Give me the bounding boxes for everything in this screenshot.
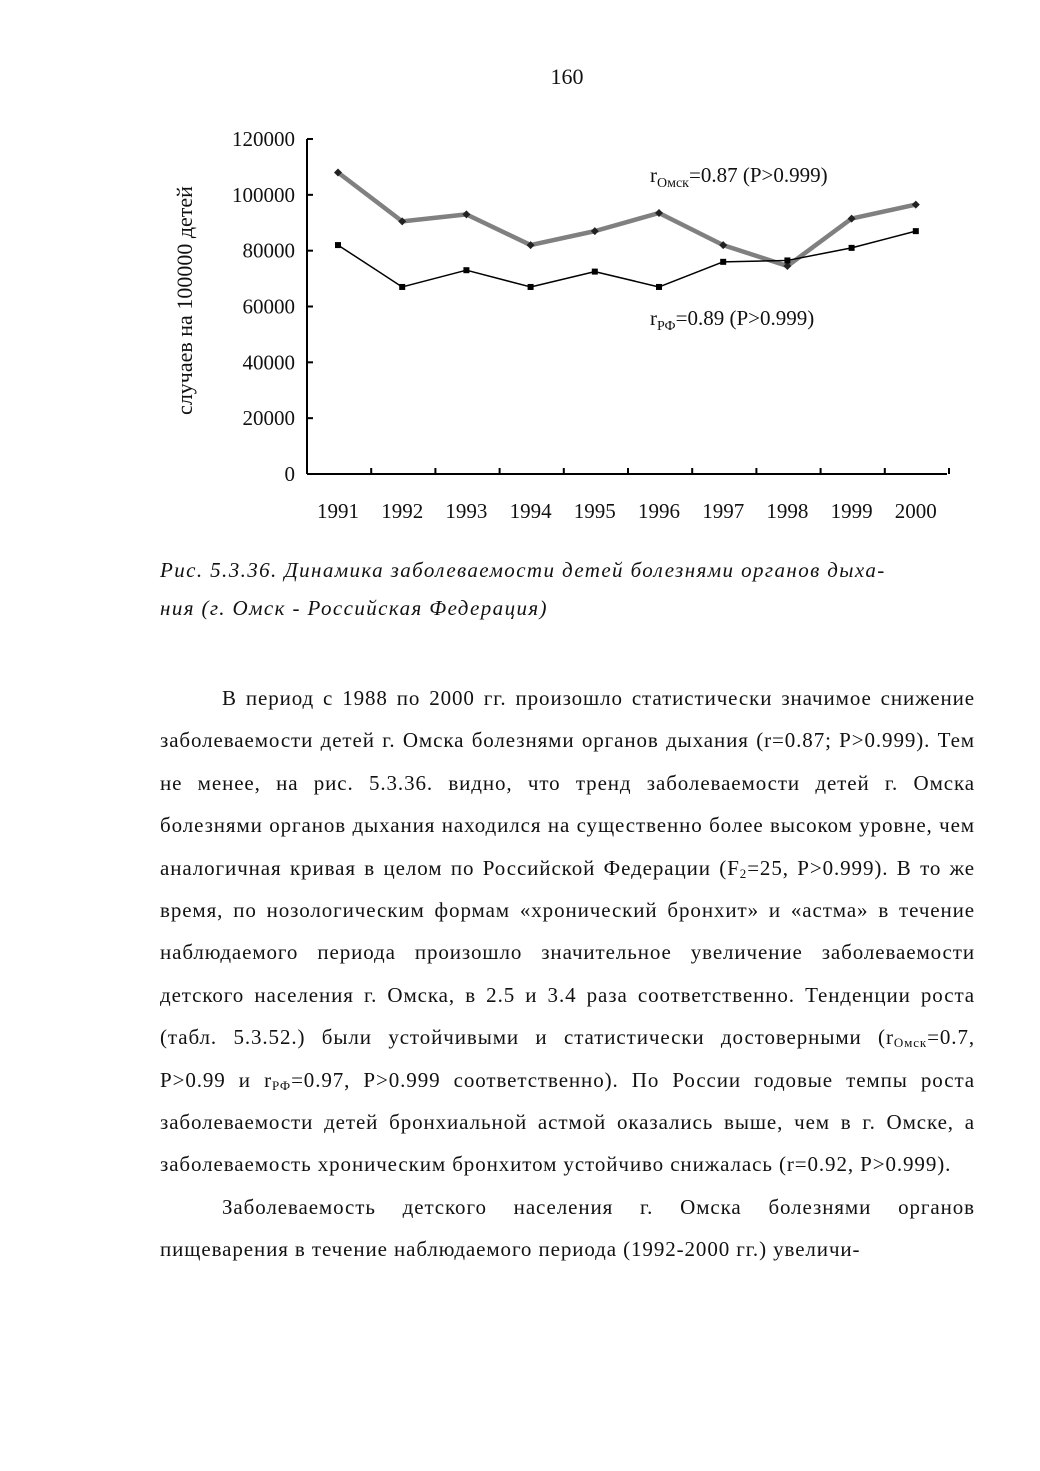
x-tick-label: 1999 — [830, 499, 873, 523]
caption-line-1: Рис. 5.3.36. Динамика заболеваемости детей болезнями органов дыха- — [160, 558, 886, 582]
y-axis-label: случаев на 100000 детей — [172, 186, 197, 415]
x-tick-label: 1993 — [445, 499, 488, 523]
body-text — [160, 677, 975, 1271]
caption-line-2: ния (г. Омск - Российская Федерация) — [160, 596, 548, 620]
paragraph-1 — [160, 677, 975, 1186]
series-point — [784, 257, 790, 263]
page-number: 160 — [550, 64, 584, 89]
p1-sub-1: 2 — [739, 865, 748, 881]
chart-axes — [307, 139, 949, 474]
series-point — [656, 284, 662, 290]
p1-text-3: =0.7, P>0.99 и r — [160, 1025, 975, 1092]
x-tick-label: 1995 — [573, 499, 616, 523]
p1-text-2: =25, P>0.999). В то же время, по нозологическим формам «хронический бронхит» и «астма» в течение наблюдаемого периода произошло значительное увеличение заболеваемости детского населения г. Омска, в 2.5 и 3.4 раза соответственно. Тенденции роста (табл. 5.3.52.) были устойчивыми и статистически достоверными (r — [160, 855, 976, 1050]
series-point — [399, 284, 405, 290]
paragraph-2: Заболеваемость детского населения г. Омска болезнями органов пищеварения в течение наблюдаемого периода (1992-2000 гг.) увеличи- — [160, 1194, 975, 1262]
p1-sub-3: РФ — [271, 1077, 292, 1093]
p1-sub-2: Омск — [893, 1035, 928, 1051]
line-chart — [150, 125, 970, 535]
y-tick-label: 20000 — [242, 406, 295, 431]
series-annotation: $r_{Омск}=0.87$ (P>0.999) — [650, 163, 828, 191]
series-point — [720, 259, 726, 265]
x-tick-label: 2000 — [894, 499, 937, 523]
series-line — [338, 231, 916, 287]
series-point — [335, 242, 341, 248]
x-tick-label: 1997 — [702, 499, 745, 523]
series-point — [849, 245, 855, 251]
series-point — [463, 267, 469, 273]
series-point — [592, 269, 598, 275]
x-tick-label: 1992 — [381, 499, 424, 523]
series-point — [913, 228, 919, 234]
y-tick-label: 100000 — [232, 182, 295, 207]
x-tick-label: 1991 — [317, 499, 359, 523]
y-tick-label: 80000 — [242, 238, 295, 263]
x-tick-label: 1996 — [638, 499, 680, 523]
series-point — [528, 284, 534, 290]
chart-labels — [172, 127, 937, 523]
y-tick-label: 40000 — [242, 350, 295, 375]
figure-caption — [160, 551, 975, 627]
y-tick-label: 120000 — [232, 127, 295, 151]
series-annotation: $r_{РФ}=0.89$ (P>0.999) — [650, 306, 815, 334]
x-tick-label: 1998 — [766, 499, 809, 523]
chart-series — [334, 169, 920, 290]
p1-text-1: В период с 1988 по 2000 гг. произошло статистически значимое снижение заболеваемости детей г. Омска болезнями органов дыхания (r=0.87; P>0.999). Тем не менее, на рис. 5.3.36. видно, что тренд заболеваемости детей г. Омска болезнями органов дыхания находился на существенно более высоком уровне, чем аналогичная кривая в целом по Российской Федерации (F — [160, 686, 975, 880]
y-tick-label: 0 — [284, 462, 295, 486]
y-tick-label: 60000 — [242, 294, 295, 319]
p1-text-4: =0.97, P>0.999 соответственно). По России годовые темпы роста заболеваемости детей бронхиальной астмой оказались выше, чем в г. Омске, а заболеваемость хроническим бронхитом устойчиво снижалась (r=0.92, P>0.999). — [160, 1067, 975, 1177]
x-tick-label: 1994 — [509, 499, 552, 523]
